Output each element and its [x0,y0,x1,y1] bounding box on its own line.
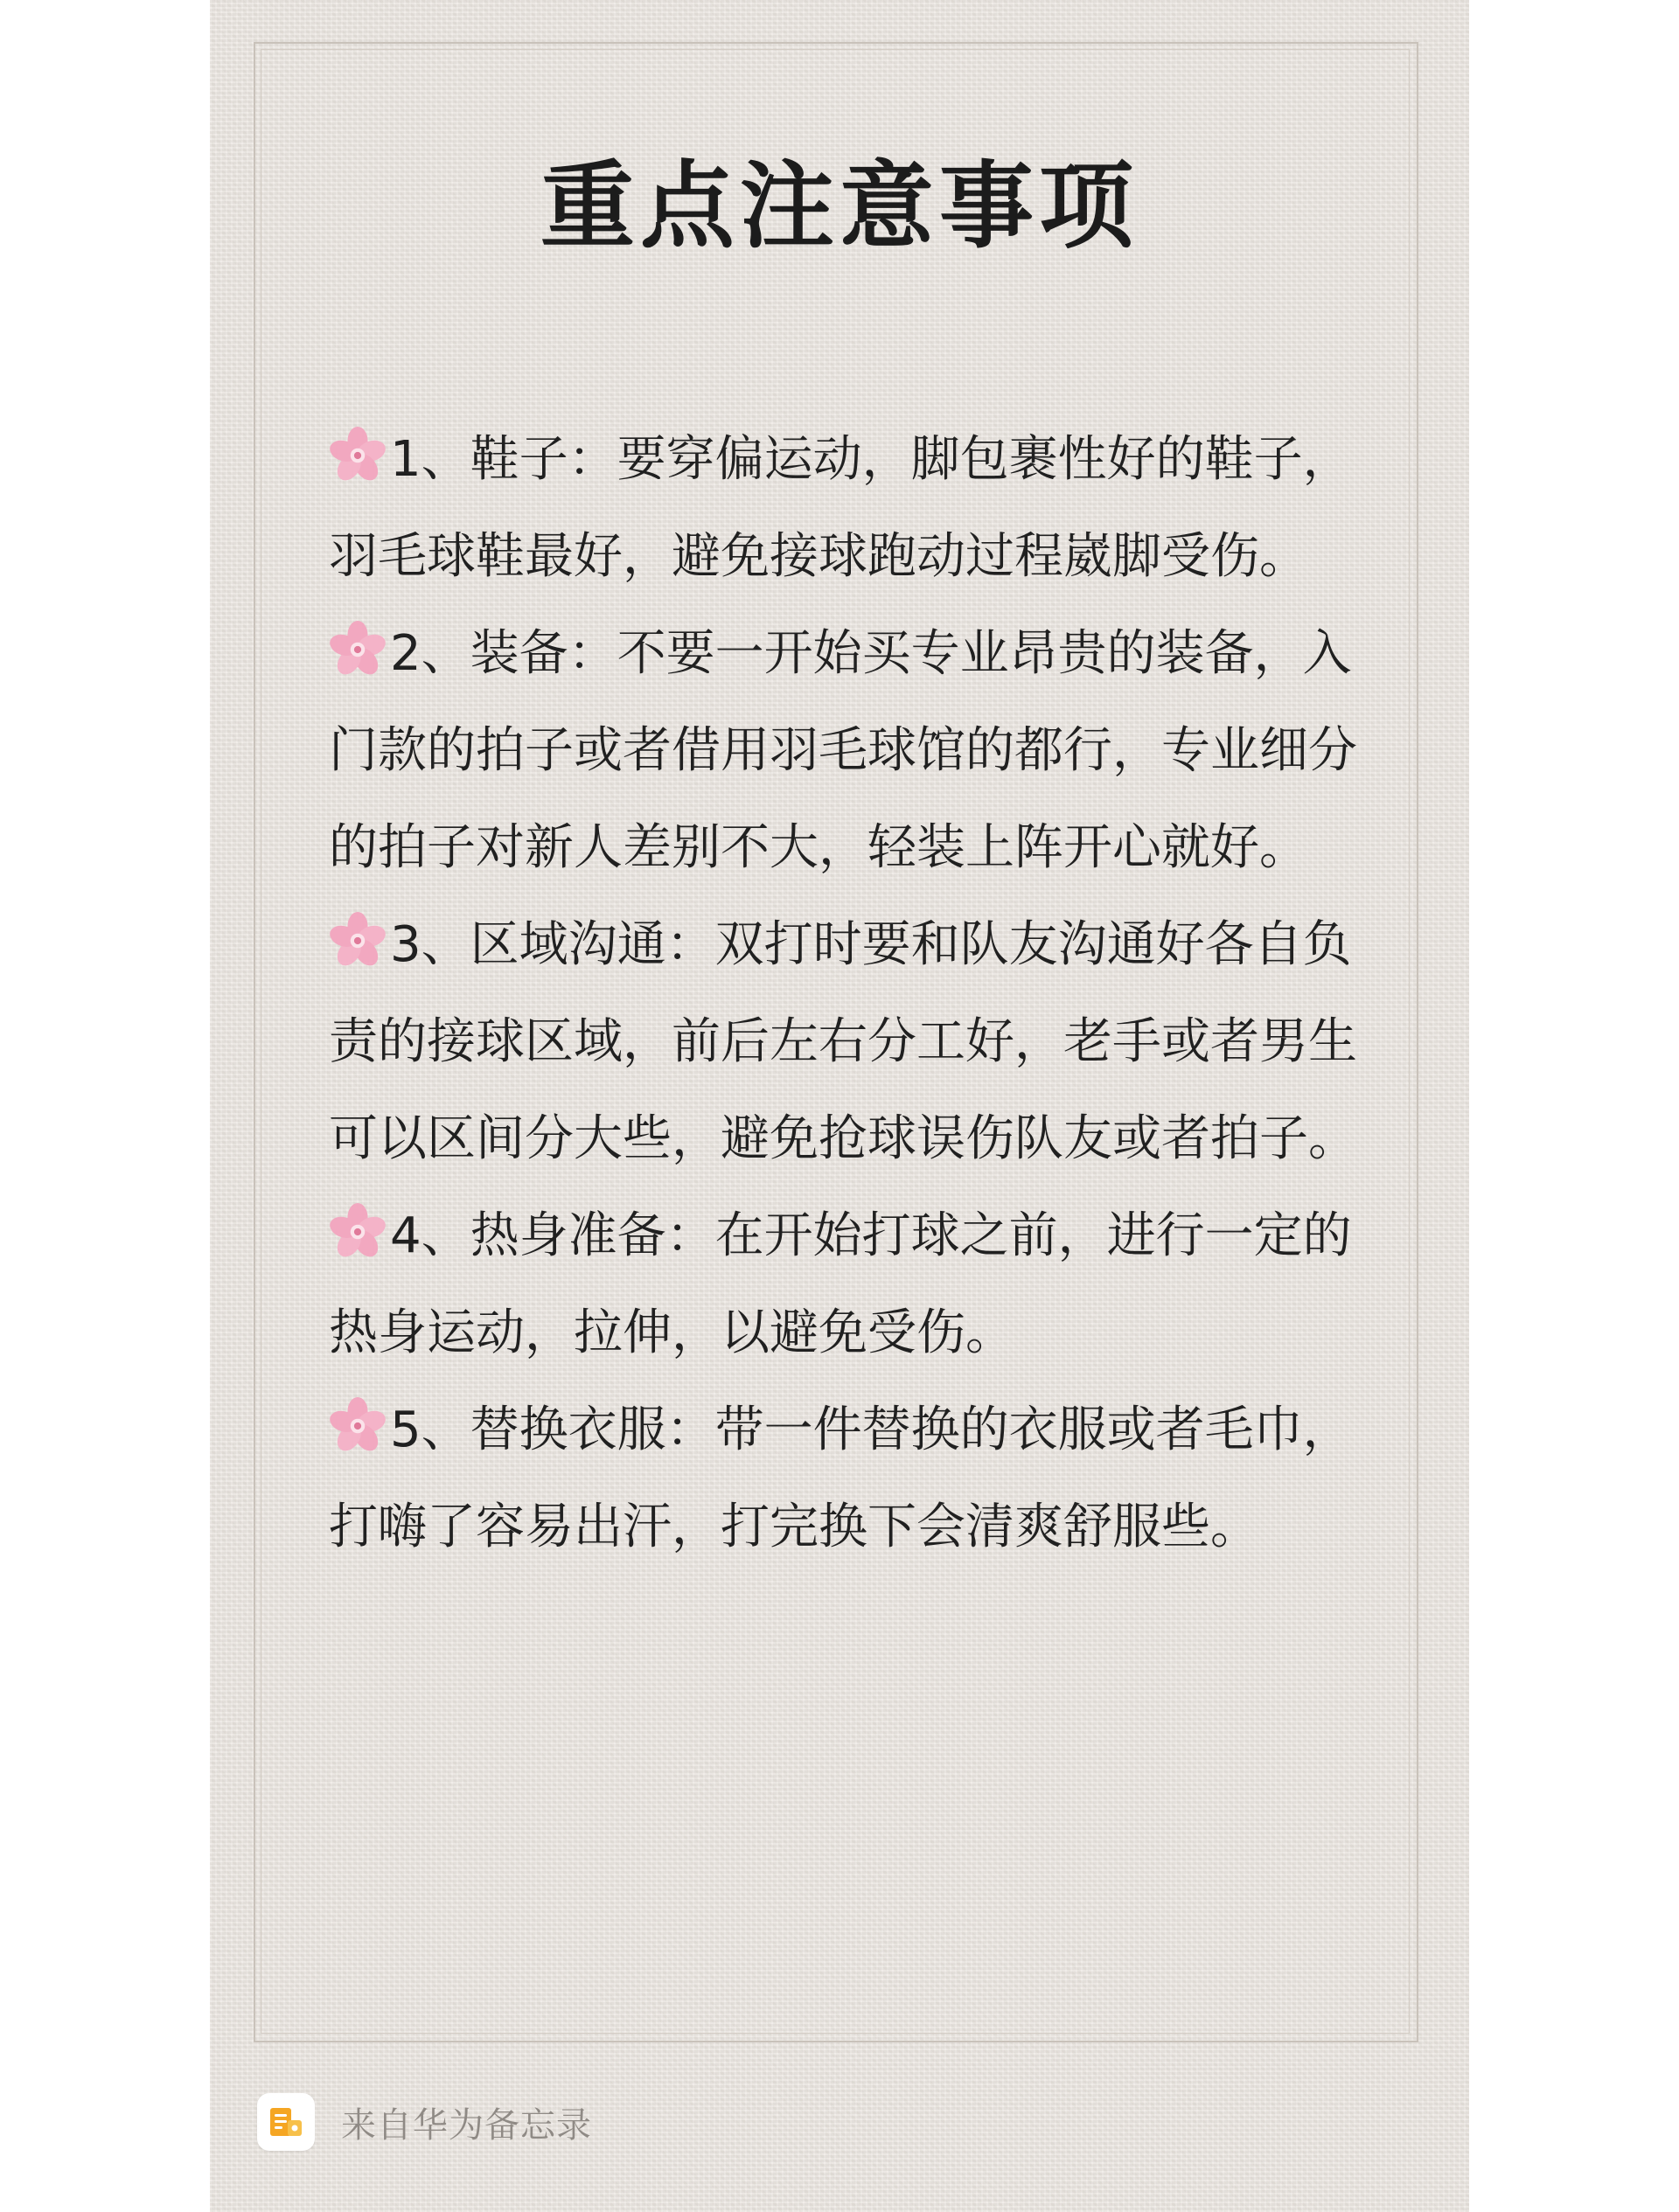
notes-list [329,411,1369,1576]
cherry-blossom-icon [329,427,387,484]
list-item-text: 4、热身准备：在开始打球之前，进行一定的热身运动，拉伸，以避免受伤。 [329,1207,1352,1361]
footer-source-text: 来自华为备忘录 [341,2104,592,2146]
list-item-text: 1、鞋子：要穿偏运动，脚包裹性好的鞋子，羽毛球鞋最好，避免接球跑动过程崴脚受伤。 [329,431,1352,585]
page-title: 重点注意事项 [540,152,1139,261]
list-item-text: 5、替换衣服：带一件替换的衣服或者毛巾，打嗨了容易出汗，打完换下会清爽舒服些。 [329,1402,1352,1555]
list-item-zone-communication [329,896,1369,1187]
note-page [210,0,1469,2212]
list-item-change-clothes [329,1381,1369,1576]
list-item-equipment [329,605,1369,896]
cherry-blossom-icon [329,1397,387,1455]
cherry-blossom-icon [329,621,387,678]
cherry-blossom-icon [329,1203,387,1261]
memo-app-icon [257,2093,315,2151]
source-footer [257,2093,592,2151]
list-item-shoes [329,411,1369,605]
list-item-warm-up [329,1187,1369,1381]
cherry-blossom-icon [329,912,387,970]
list-item-text: 3、区域沟通：双打时要和队友沟通好各自负责的接球区域，前后左右分工好，老手或者男生可以区间分大些，避免抢球误伤队友或者拍子。 [329,916,1357,1167]
list-item-text: 2、装备：不要一开始买专业昂贵的装备，入门款的拍子或者借用羽毛球馆的都行，专业细分的拍子对新人差别不大，轻装上阵开心就好。 [329,625,1357,876]
